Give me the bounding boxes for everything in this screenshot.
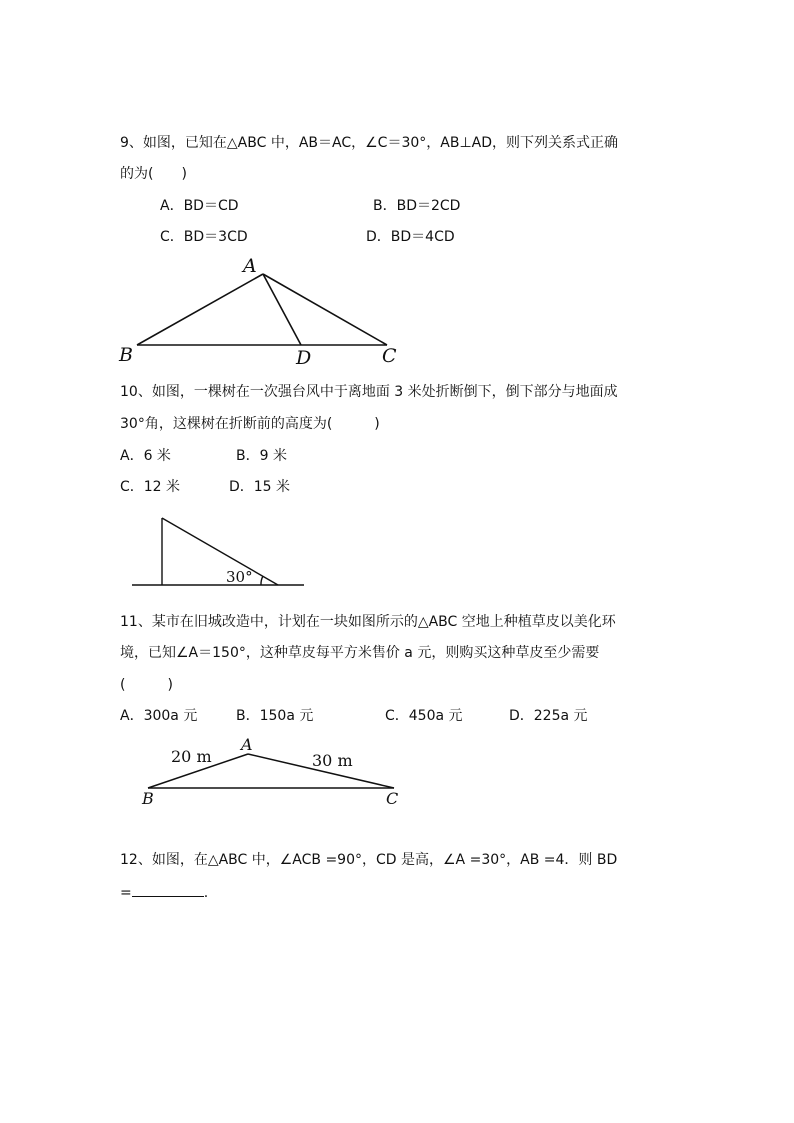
q9-label-d: D xyxy=(296,347,312,369)
q11-stem-line1: 11、某市在旧城改造中，计划在一块如图所示的△ABC 空地上种植草皮以美化环 xyxy=(120,614,616,630)
q9-segment-ab xyxy=(137,274,263,345)
q11-stem-line3: ( ) xyxy=(120,677,173,693)
q11-label-c: C xyxy=(386,789,399,808)
q11-option-a: A．300a 元 xyxy=(120,708,198,724)
q9-stem-line1: 9、如图，已知在△ABC 中，AB＝AC，∠C＝30°，AB⊥AD，则下列关系式正确 xyxy=(120,135,618,151)
q11-label-a: A xyxy=(241,735,253,754)
q9-triangle-figure xyxy=(110,252,410,370)
q10-tree-figure xyxy=(128,512,308,590)
q12-stem-line2 xyxy=(120,882,208,903)
q10-option-a: A．6 米 xyxy=(120,448,171,464)
q10-angle-label: 30° xyxy=(226,568,253,586)
q10-fallen-part xyxy=(162,518,278,585)
q12-stem-line1: 12、如图，在△ABC 中，∠ACB =90°，CD 是高，∠A =30°，AB =4．则 BD xyxy=(120,852,618,868)
q12-period: . xyxy=(203,885,209,901)
q10-angle-arc xyxy=(261,576,263,585)
q9-label-b: B xyxy=(119,344,133,366)
q12-answer-blank[interactable] xyxy=(132,882,204,897)
q11-side-ab-label: 20 m xyxy=(171,747,212,766)
q10-option-b: B．9 米 xyxy=(236,448,287,464)
q9-option-d: D．BD＝4CD xyxy=(366,229,455,245)
q9-label-a: A xyxy=(243,255,257,277)
q11-option-c: C．450a 元 xyxy=(385,708,463,724)
q10-option-d: D．15 米 xyxy=(229,479,291,495)
q11-stem-line2: 境，已知∠A＝150°，这种草皮每平方米售价 a 元，则购买这种草皮至少需要 xyxy=(120,645,600,661)
q11-label-b: B xyxy=(142,789,154,808)
q9-option-c: C．BD＝3CD xyxy=(160,229,248,245)
q11-side-ac-label: 30 m xyxy=(312,751,353,770)
q9-label-c: C xyxy=(382,345,397,367)
q9-option-b: B．BD＝2CD xyxy=(373,198,461,214)
q12-equals-sign: = xyxy=(120,885,132,901)
q11-option-b: B．150a 元 xyxy=(236,708,314,724)
q9-stem-line2: 的为( ) xyxy=(120,166,187,182)
q10-stem-line1: 10、如图，一棵树在一次强台风中于离地面 3 米处折断倒下，倒下部分与地面成 xyxy=(120,384,618,400)
q9-option-a: A．BD＝CD xyxy=(160,198,239,214)
q10-stem-line2: 30°角，这棵树在折断前的高度为( ) xyxy=(120,416,380,432)
q10-option-c: C．12 米 xyxy=(120,479,181,495)
q11-option-d: D．225a 元 xyxy=(509,708,588,724)
q11-triangle-figure xyxy=(134,734,414,808)
